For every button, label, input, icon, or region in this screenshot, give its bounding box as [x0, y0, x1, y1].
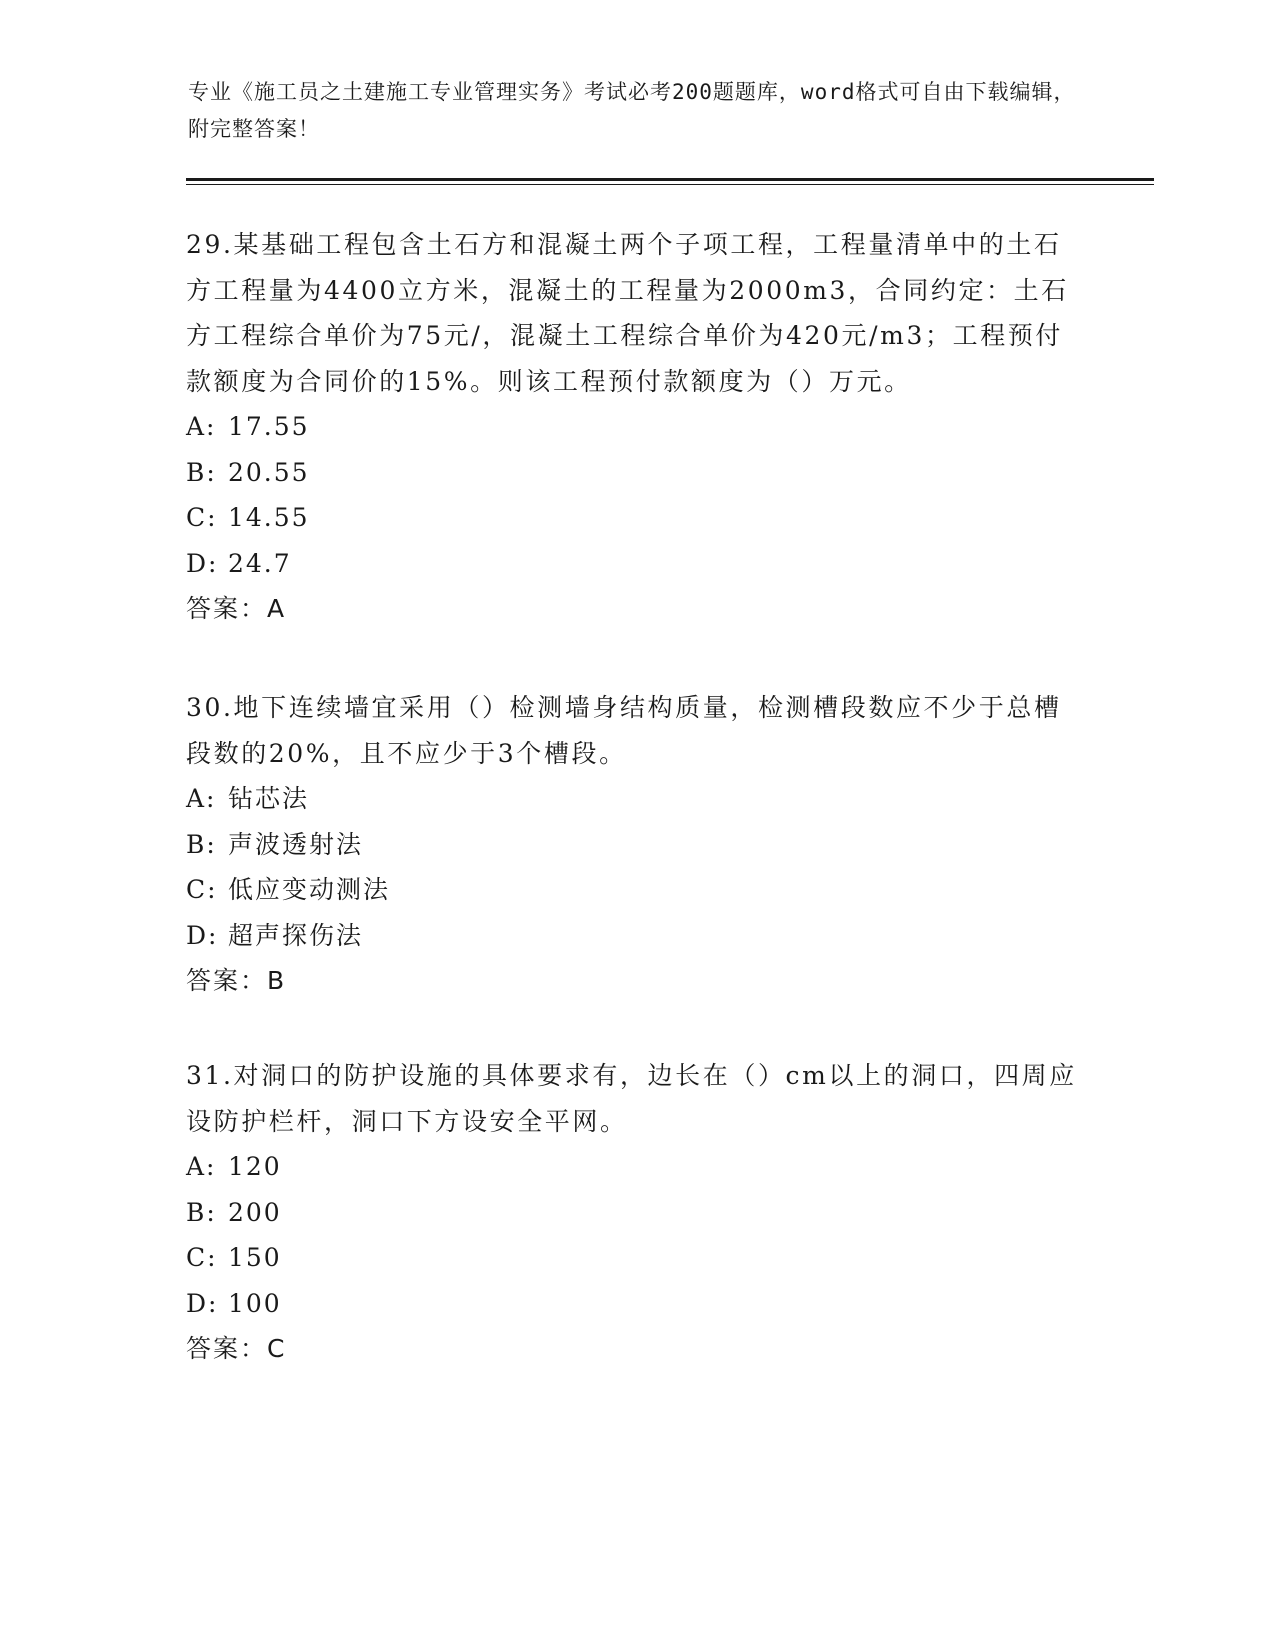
header-divider-thin	[186, 184, 1154, 185]
question-stem: 29.某基础工程包含土石方和混凝土两个子项工程，工程量清单中的土石方工程量为4400立方米，混凝土的工程量为2000m3，合同约定：土石方工程综合单价为75元/，混凝土工程综合单价为420元/m3；工程预付款额度为合同价的15%。则该工程预付款额度为（）万元。	[186, 230, 1069, 396]
option-letter: D:	[186, 548, 219, 578]
option-letter: B:	[186, 457, 217, 487]
question-31	[186, 1053, 1086, 1372]
option-text: 24.7	[228, 548, 292, 578]
option-text: 20.55	[228, 457, 310, 487]
answer-line: 答案：A	[186, 594, 287, 623]
option-letter: C:	[186, 875, 218, 904]
option-letter: B:	[186, 829, 217, 859]
option-letter: D:	[186, 920, 219, 950]
option-c	[186, 867, 1086, 913]
option-d	[186, 1281, 1086, 1327]
question-stem: 30.地下连续墙宜采用（）检测墙身结构质量，检测槽段数应不少于总槽段数的20%，且不应少于3个槽段。	[186, 693, 1062, 768]
option-d	[186, 541, 1086, 587]
option-b	[186, 450, 1086, 496]
option-text: 150	[228, 1243, 282, 1272]
option-text: 100	[228, 1288, 282, 1318]
option-letter: A:	[186, 1152, 217, 1181]
answer-line: 答案：C	[186, 1334, 287, 1363]
option-text: 钻芯法	[228, 784, 310, 813]
option-letter: D:	[186, 1288, 219, 1318]
option-text: 低应变动测法	[228, 875, 391, 904]
answer-line: 答案：B	[186, 966, 287, 995]
document-header: 专业《施工员之土建施工专业管理实务》考试必考200题题库，word格式可自由下载编辑，附完整答案！	[188, 80, 1076, 141]
question-30	[186, 685, 1086, 1004]
option-text: 超声探伤法	[228, 920, 364, 950]
option-b	[186, 822, 1086, 868]
option-text: 声波透射法	[228, 829, 364, 859]
option-a	[186, 1144, 1086, 1190]
option-letter: A:	[186, 784, 217, 813]
option-text: 17.55	[228, 412, 310, 441]
option-a	[186, 404, 1086, 450]
option-text: 14.55	[228, 503, 310, 532]
option-text: 120	[228, 1152, 282, 1181]
option-letter: C:	[186, 503, 218, 532]
option-letter: C:	[186, 1243, 218, 1272]
option-letter: B:	[186, 1197, 217, 1227]
option-letter: A:	[186, 412, 217, 441]
option-text: 200	[228, 1197, 282, 1227]
header-divider-thick	[186, 178, 1154, 181]
option-b	[186, 1190, 1086, 1236]
question-stem: 31.对洞口的防护设施的具体要求有，边长在（）cm以上的洞口，四周应设防护栏杆，洞口下方设安全平网。	[186, 1061, 1077, 1136]
option-c	[186, 495, 1086, 541]
option-d	[186, 913, 1086, 959]
option-a	[186, 776, 1086, 822]
question-29	[186, 222, 1086, 632]
option-c	[186, 1235, 1086, 1281]
